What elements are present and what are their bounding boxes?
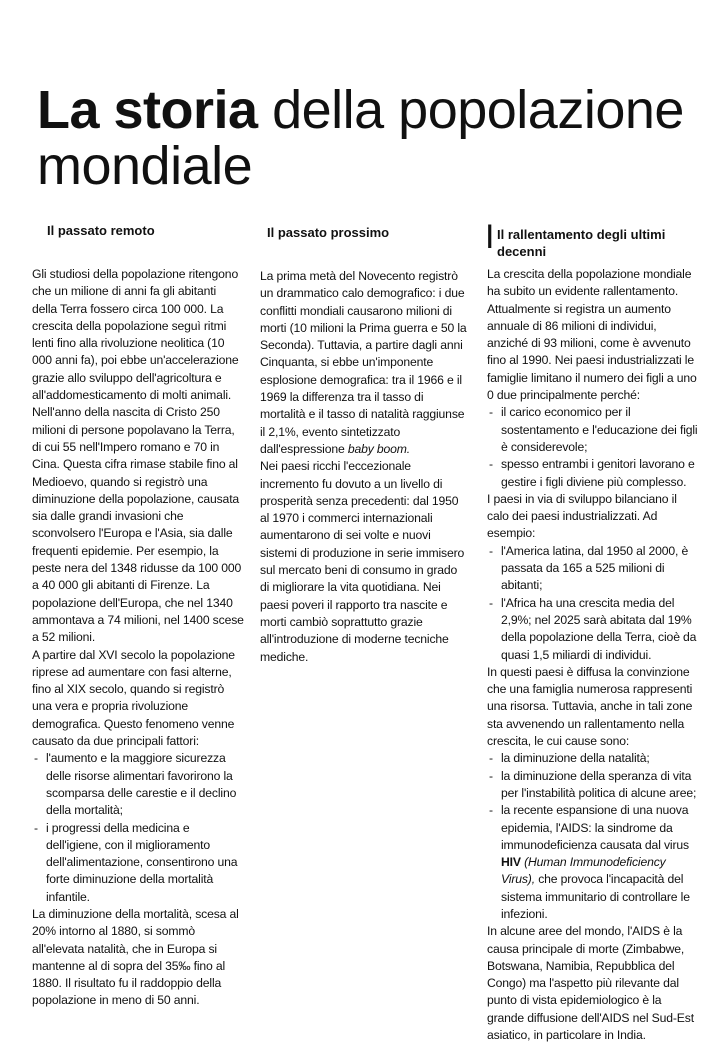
paragraph: A partire dal XVI secolo la popolazione riprese ad aumentare con fasi alterne, fino al XIX secolo, quando si registrò una vera e propria rivoluzione demografica. Questo fenomeno venne causato da due principali fattori: <box>32 647 235 749</box>
page-title <box>37 82 697 194</box>
drop-cap: I <box>485 218 495 256</box>
baby-boom-term: baby boom. <box>347 441 411 456</box>
paragraph: In questi paesi è diffusa la convinzione che una famiglia numerosa rappresenti una risorsa. Tuttavia, anche in tali zone sta avvenendo un rallentamento nella crescita, le cui cause sono: <box>487 664 693 749</box>
paragraph: In alcune aree del mondo, l'AIDS è la causa principale di morte (Zimbabwe, Botswana, Namibia, Repubblica del Congo) ma l'aspetto più rilevante dal punto di vista epidemiologico è la grande diffusione dell'AIDS nel Sud-Est asiatico, in particolare in India. <box>487 924 694 1043</box>
list-item: - la diminuzione della natalità; <box>487 750 699 767</box>
list-item: - la diminuzione della speranza di vita per l'instabilità politica di alcune aree; <box>487 768 699 803</box>
column-passato-prossimo <box>260 268 468 666</box>
paragraph-text: La prima metà del Novecento registrò un drammatico calo demografico: i due conflitti mondiali causarono milioni di morti (10 milioni la Prima guerra e 50 la Seconda). Tuttavia, a partire dagli anni Cinquanta, si ebbe un'imponente esplosione demografica: tra il 1966 e il 1969 la differenza tra il tasso di mortalità e il tasso di natalità raggiunse il 2,1%, evento sintetizzato dall'espressione <box>260 269 467 456</box>
paragraph: Gli studiosi della popolazione ritengono che un milione di anni fa gli abitanti della Terra fossero circa 100 000. La crescita della popolazione seguì ritmi lenti fino alla rivoluzione neolitica (10 000 anni fa), poi ebbe un'accelerazione grazie allo sviluppo dell'agricoltura e all'addomesticamento di molti animali. Nell'anno della nascita di Cristo 250 milioni di persone popolavano la Terra, di cui 55 nell'Impero romano e 70 in Cina. Questa cifra rimase stabile fino al Medioevo, quando si registrò una diminuzione della popolazione, causata sia dalle grandi invasioni che sconvolsero l'Europa e l'Asia, sia dalle frequenti epidemie. Per esempio, la peste nera del 1348 ridusse da 100 000 a 40 000 gli abitanti di Firenze. La popolazione dell'Europa, che nel 1340 ammontava a 74 milioni, nel 1400 scese a 52 milioni. <box>32 267 244 645</box>
heading-rallentamento: Il rallentamento degli ultimi decenni <box>497 227 666 259</box>
hiv-term: HIV <box>501 855 521 870</box>
heading-passato-remoto: Il passato remoto <box>47 223 155 238</box>
bullet-list <box>487 404 699 490</box>
list-item: - il carico economico per il sostentamento e l'educazione dei figli è considerevole; <box>487 404 699 456</box>
list-item-text: che provoca l'incapacità del sistema immunitario di controllare le infezioni. <box>501 872 690 921</box>
title-rest: della popolazione mondiale <box>37 80 684 196</box>
list-item <box>487 802 699 923</box>
list-item: - spesso entrambi i genitori lavorano e gestire i figli diviene più complesso. <box>487 456 699 491</box>
paragraph: La diminuzione della mortalità, scesa al 20% intorno al 1880, si sommò all'elevata natalità, che in Europa si mantenne al di sopra del 35‰ fino al 1880. Il risultato fu il raddoppio della popolazione in meno di 50 anni. <box>32 906 239 1008</box>
list-item: - i progressi della medicina e dell'igiene, con il miglioramento dell'alimentazione, consentirono una forte diminuzione della mortalità infantile. <box>32 820 244 906</box>
paragraph <box>260 268 468 458</box>
bullet-list <box>487 750 699 923</box>
list-item: - l'Africa ha una crescita media del 2,9%; nel 2025 sarà abitata dal 19% della popolazione della Terra, cioè da quasi 1,5 miliardi di individui. <box>487 595 699 664</box>
bullet-list <box>32 750 244 906</box>
hiv-expansion: (Human Immunodeficiency Virus), <box>501 855 666 887</box>
list-item-text: la recente espansione di una nuova epidemia, l'AIDS: la sindrome da immunodeficienza causata dal virus <box>501 803 689 852</box>
title-bold: La storia <box>37 80 258 140</box>
paragraph: La crescita della popolazione mondiale ha subito un evidente rallentamento. <box>487 267 692 299</box>
list-item: - l'America latina, dal 1950 al 2000, è passata da 165 a 525 milioni di abitanti; <box>487 543 699 595</box>
paragraph: Attualmente si registra un aumento annuale di 86 milioni di individui, anziché di 93 milioni, come è avvenuto fino al 1990. Nei paesi industrializzati le famiglie limitano il numero dei figli a uno 0 due principalmente perché: <box>487 301 697 403</box>
list-item: - l'aumento e la maggiore sicurezza delle risorse alimentari favorirono la scomparsa delle carestie e il declino della mortalità; <box>32 750 244 819</box>
column-passato-remoto <box>32 266 244 1010</box>
paragraph: Nei paesi ricchi l'eccezionale incremento fu dovuto a un livello di prosperità senza precedenti: dal 1950 al 1970 i commerci internazionali aumentarono di sei volte e nuovi sistemi di produzione in serie immisero sul mercato beni di consumo in grado di migliorare la vita quotidiana. Nei paesi poveri il rapporto tra nascite e morti cambiò soprattutto grazie all'introduzione di moderne tecniche mediche. <box>260 459 465 664</box>
column-rallentamento <box>487 266 699 1044</box>
heading-passato-prossimo: Il passato prossimo <box>267 225 390 240</box>
paragraph: I paesi in via di sviluppo bilanciano il calo dei paesi industrializzati. Ad esempio: <box>487 491 677 541</box>
bullet-list <box>487 543 699 664</box>
